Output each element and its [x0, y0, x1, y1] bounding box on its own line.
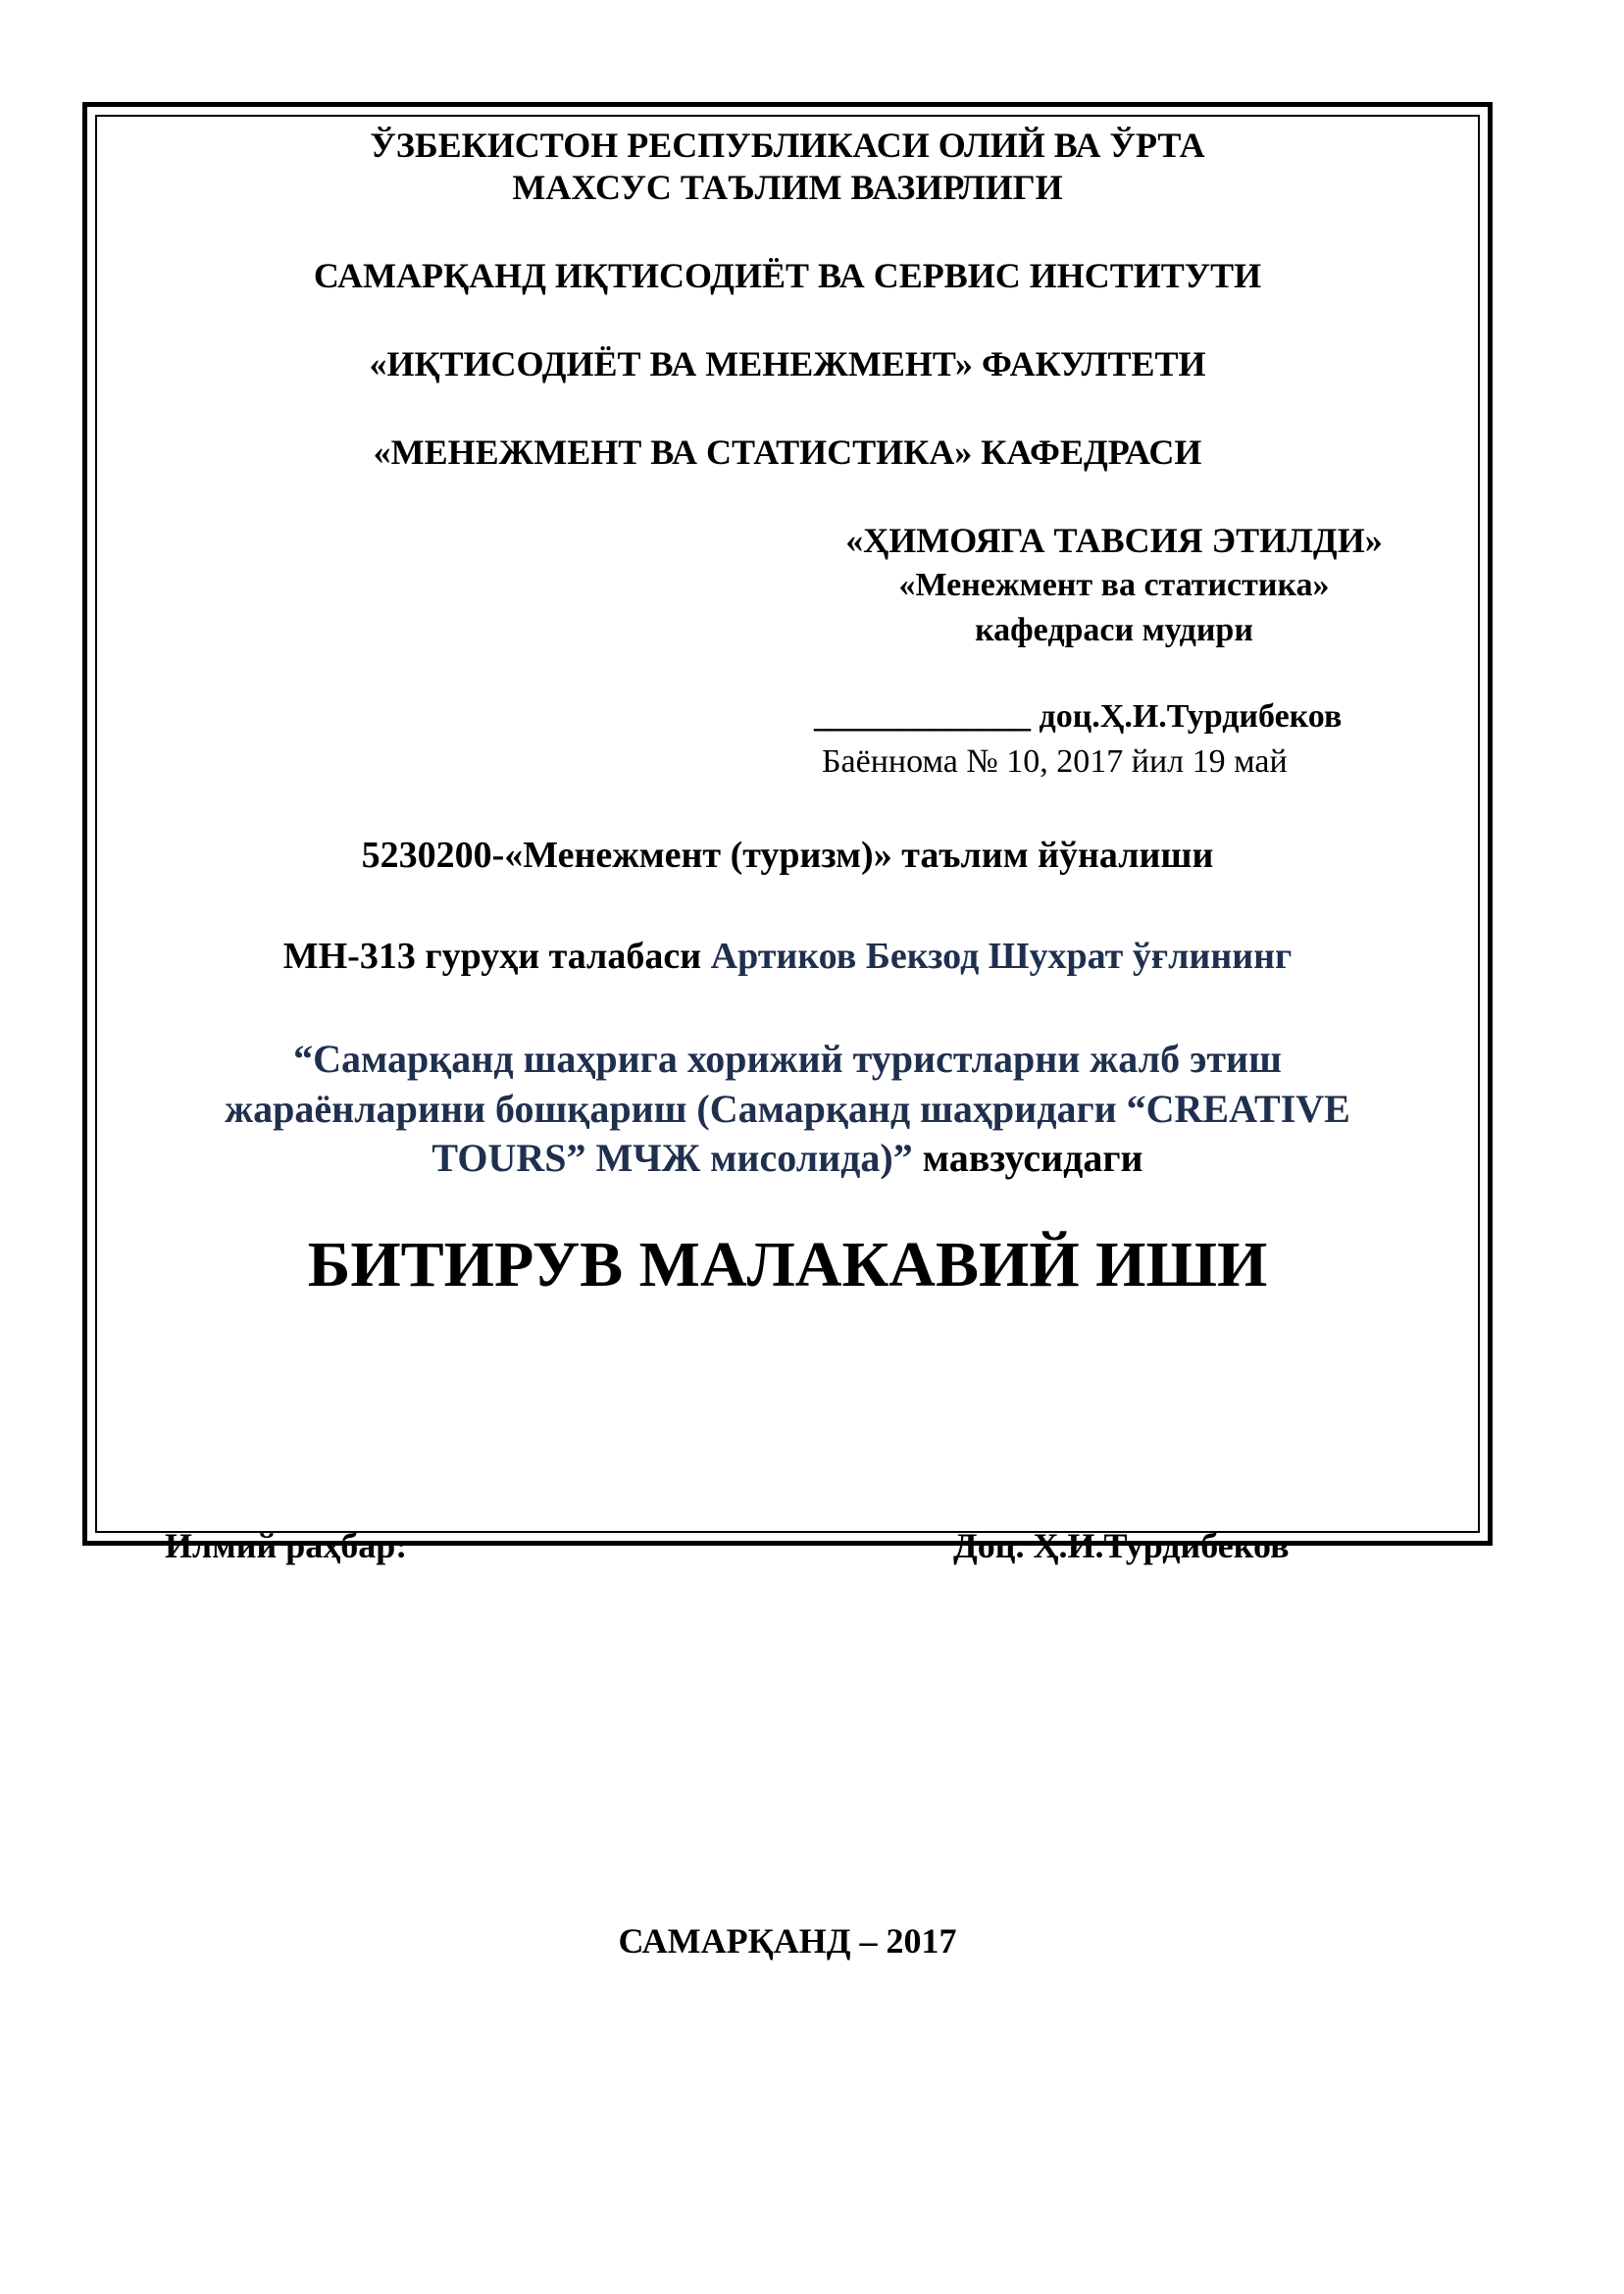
student-line [95, 935, 1480, 978]
faculty-name: «ИҚТИСОДИЁТ ВА МЕНЕЖМЕНТ» ФАКУЛТЕТИ [369, 344, 1206, 383]
ministry-line-2: МАХСУС ТАЪЛИМ ВАЗИРЛИГИ [512, 168, 1063, 207]
topic-line-3-title: TOURS” МЧЖ мисолида)” [431, 1136, 913, 1180]
approval-department: «Менежмент ва статистика» [898, 567, 1330, 603]
department-name: «МЕНЕЖМЕНТ ВА СТАТИСТИКА» КАФЕДРАСИ [373, 433, 1202, 472]
supervisor-label: Илмий раҳбар: [165, 1526, 408, 1565]
student-group: МН-313 гуруҳи талабаси [282, 936, 711, 977]
city-year: САМАРҚАНД – 2017 [618, 1921, 957, 1961]
topic-line-1: “Самарқанд шаҳрига хорижий туристларни жалб этиш [293, 1037, 1282, 1081]
page-border-inner [95, 115, 1480, 1533]
approval-head: кафедраси мудири [975, 612, 1253, 648]
topic-line-3 [95, 1135, 1480, 1181]
topic-line-2: жараёнларини бошқариш (Самарқанд шаҳридаги “CREATIVE [225, 1087, 1350, 1131]
ministry-line-1: ЎЗБЕКИСТОН РЕСПУБЛИКАСИ ОЛИЙ ВА ЎРТА [370, 126, 1205, 165]
institute-name: САМАРҚАНД ИҚТИСОДИЁТ ВА СЕРВИС ИНСТИТУТИ [313, 256, 1262, 295]
signature-block [814, 698, 1342, 736]
signatory-name: доц.Ҳ.И.Турдибеков [1039, 698, 1343, 735]
document-title: БИТИРУВ МАЛАКАВИЙ ИШИ [307, 1229, 1268, 1300]
study-direction: 5230200-«Менежмент (туризм)» таълим йўналиши [361, 835, 1214, 876]
protocol-note: Баённома № 10, 2017 йил 19 май [822, 743, 1288, 780]
approval-heading: «ҲИМОЯГА ТАВСИЯ ЭТИЛДИ» [845, 521, 1383, 560]
signature-line: _____________ [814, 698, 1031, 735]
supervisor-name: Доц. Ҳ.И.Турдибеков [953, 1526, 1290, 1565]
topic-line-3-suffix: мавзусидаги [912, 1136, 1143, 1180]
student-name: Артиков Бекзод Шухрат ўғлининг [710, 936, 1293, 977]
